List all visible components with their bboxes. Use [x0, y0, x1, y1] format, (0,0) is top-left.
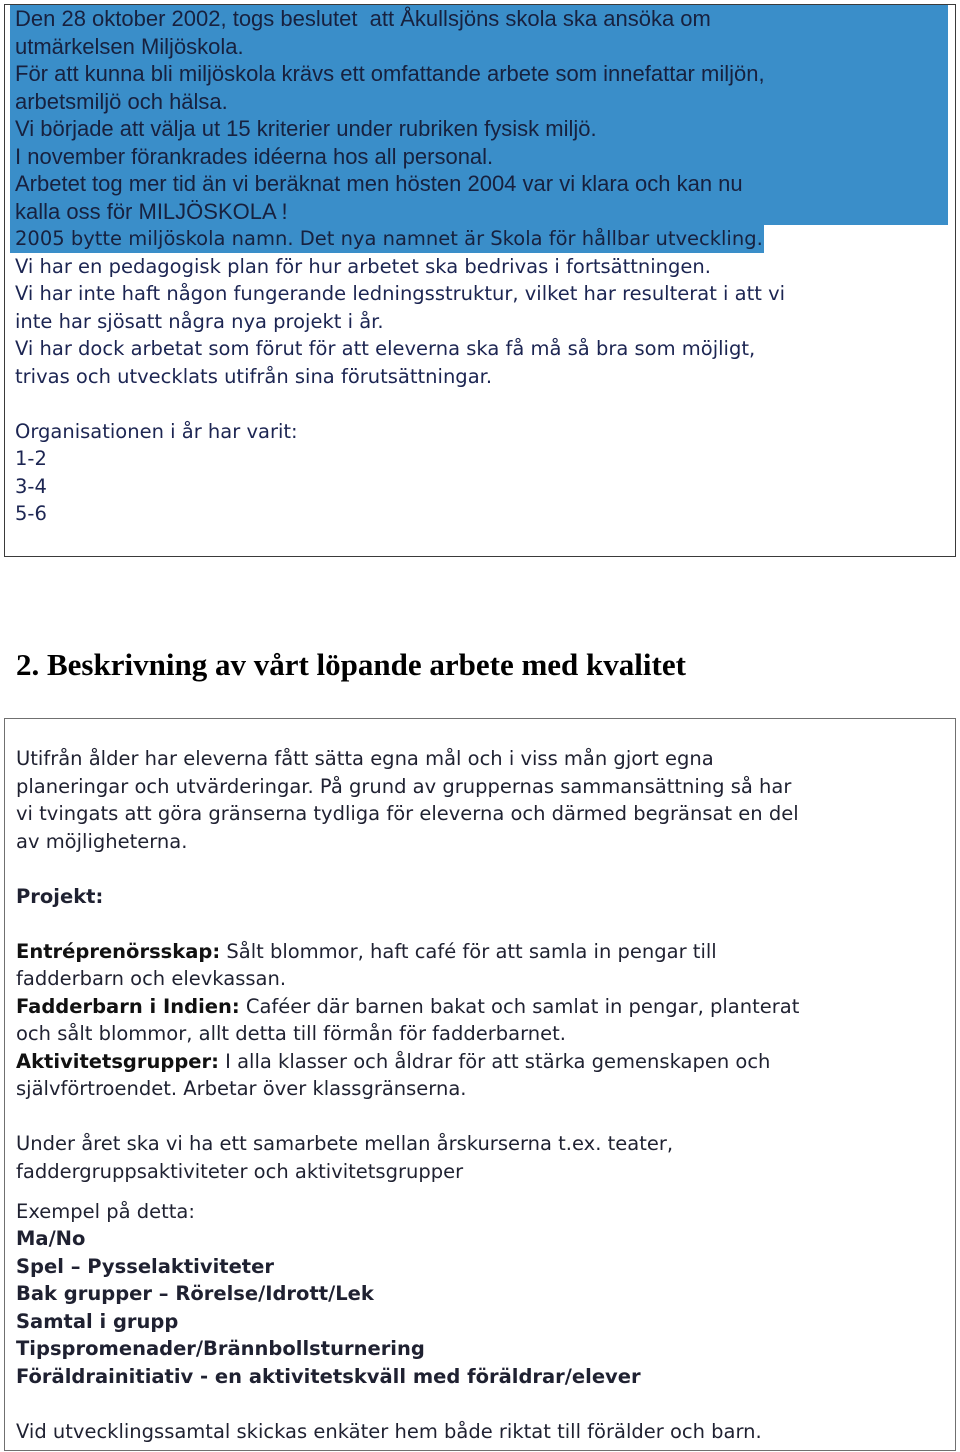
organisation-group: 3-4 — [15, 474, 47, 498]
quality-work-box — [4, 718, 956, 1451]
organisation-group: 1-2 — [15, 447, 47, 470]
project-entry — [16, 993, 946, 1021]
project-description-continued: och sålt blommor, allt detta till förmån för fadderbarnet. — [16, 1022, 566, 1045]
project-description: Sålt blommor, haft café för att samla in pengar till — [220, 939, 717, 963]
history-line: För att kunna bli miljöskola krävs ett omfattande arbete som innefattar miljön, — [10, 60, 948, 88]
history-line: arbetsmiljö och hälsa. — [10, 88, 948, 116]
history-line — [10, 225, 948, 253]
projects-heading: Projekt: — [16, 884, 104, 908]
organisation-heading: Organisationen i år har varit: — [15, 419, 298, 443]
history-line: I november förankrades idéerna hos all personal. — [10, 143, 948, 171]
history-line: Vi började att välja ut 15 kriterier under rubriken fysisk miljö. — [10, 115, 948, 143]
project-title: Fadderbarn i Indien: — [16, 994, 240, 1018]
plan-line: faddergruppsaktiviteter och aktivitetsgrupper — [16, 1159, 464, 1183]
project-description: I alla klasser och åldrar för att stärka gemenskapen och — [218, 1049, 771, 1073]
closing-line: Vid utvecklingssamtal skickas enkäter hem både riktat till förälder och barn. — [16, 1419, 762, 1443]
history-line: Den 28 oktober 2002, togs beslutet att Åkullsjöns skola ska ansöka om — [10, 5, 948, 33]
blank-line — [16, 1103, 946, 1131]
example-item: Tipspromenader/Brännbollsturnering — [16, 1337, 425, 1360]
blank-line — [10, 390, 948, 418]
blank-line — [16, 855, 946, 883]
history-line: Vi har dock arbetat som förut för att eleverna ska få må så bra som möjligt, — [15, 337, 756, 360]
blank-line — [16, 910, 946, 938]
plan-line: Under året ska vi ha ett samarbete mellan årskurserna t.ex. teater, — [16, 1132, 674, 1155]
project-description: Caféer där barnen bakat och samlat in pengar, planterat — [239, 994, 800, 1018]
examples-heading: Exempel på detta: — [16, 1199, 195, 1223]
history-line: trivas och utvecklats utifrån sina förutsättningar. — [15, 364, 493, 388]
history-line: utmärkelsen Miljöskola. — [10, 33, 948, 61]
history-line: kalla oss för MILJÖSKOLA ! — [10, 198, 948, 226]
history-line: Vi har en pedagogisk plan för hur arbetet ska bedrivas i fortsättningen. — [15, 254, 711, 278]
project-description-continued: självförtroendet. Arbetar över klassgränserna. — [16, 1077, 467, 1100]
intro-line: av möjligheterna. — [16, 829, 188, 853]
example-item: Föräldrainitiativ - en aktivitetskväll med föräldrar/elever — [16, 1364, 641, 1388]
history-line: inte har sjösatt några nya projekt i år. — [15, 309, 384, 333]
example-item: Samtal i grupp — [16, 1309, 179, 1333]
organisation-group: 5-6 — [15, 502, 47, 525]
history-line: Arbetet tog mer tid än vi beräknat men hösten 2004 var vi klara och kan nu — [10, 170, 948, 198]
example-item: Spel – Pysselaktiviteter — [16, 1254, 274, 1278]
project-title: Entréprenörsskap: — [16, 939, 221, 963]
history-line: Vi har inte haft någon fungerande ledningsstruktur, vilket har resulterat i att vi — [15, 282, 786, 305]
blank-line — [16, 1390, 946, 1418]
intro-line: planeringar och utvärderingar. På grund av gruppernas sammansättning så har — [16, 774, 792, 798]
intro-line: vi tvingats att göra gränserna tydliga för eleverna och därmed begränsat en del — [16, 802, 799, 825]
example-item: Bak grupper – Rörelse/Idrott/Lek — [16, 1282, 374, 1305]
project-title: Aktivitetsgrupper: — [16, 1049, 219, 1073]
example-item: Ma/No — [16, 1227, 86, 1250]
highlighted-text: 2005 bytte miljöskola namn. Det nya namnet är Skola för hållbar utveckling. — [10, 225, 764, 253]
project-entry — [16, 938, 946, 966]
project-description-continued: fadderbarn och elevkassan. — [16, 967, 287, 990]
project-entry — [16, 1048, 946, 1076]
milestones-box — [4, 4, 956, 557]
intro-line: Utifrån ålder har eleverna fått sätta egna mål och i viss mån gjort egna — [16, 747, 714, 770]
section-heading: 2. Beskrivning av vårt löpande arbete med kvalitet — [16, 647, 686, 682]
